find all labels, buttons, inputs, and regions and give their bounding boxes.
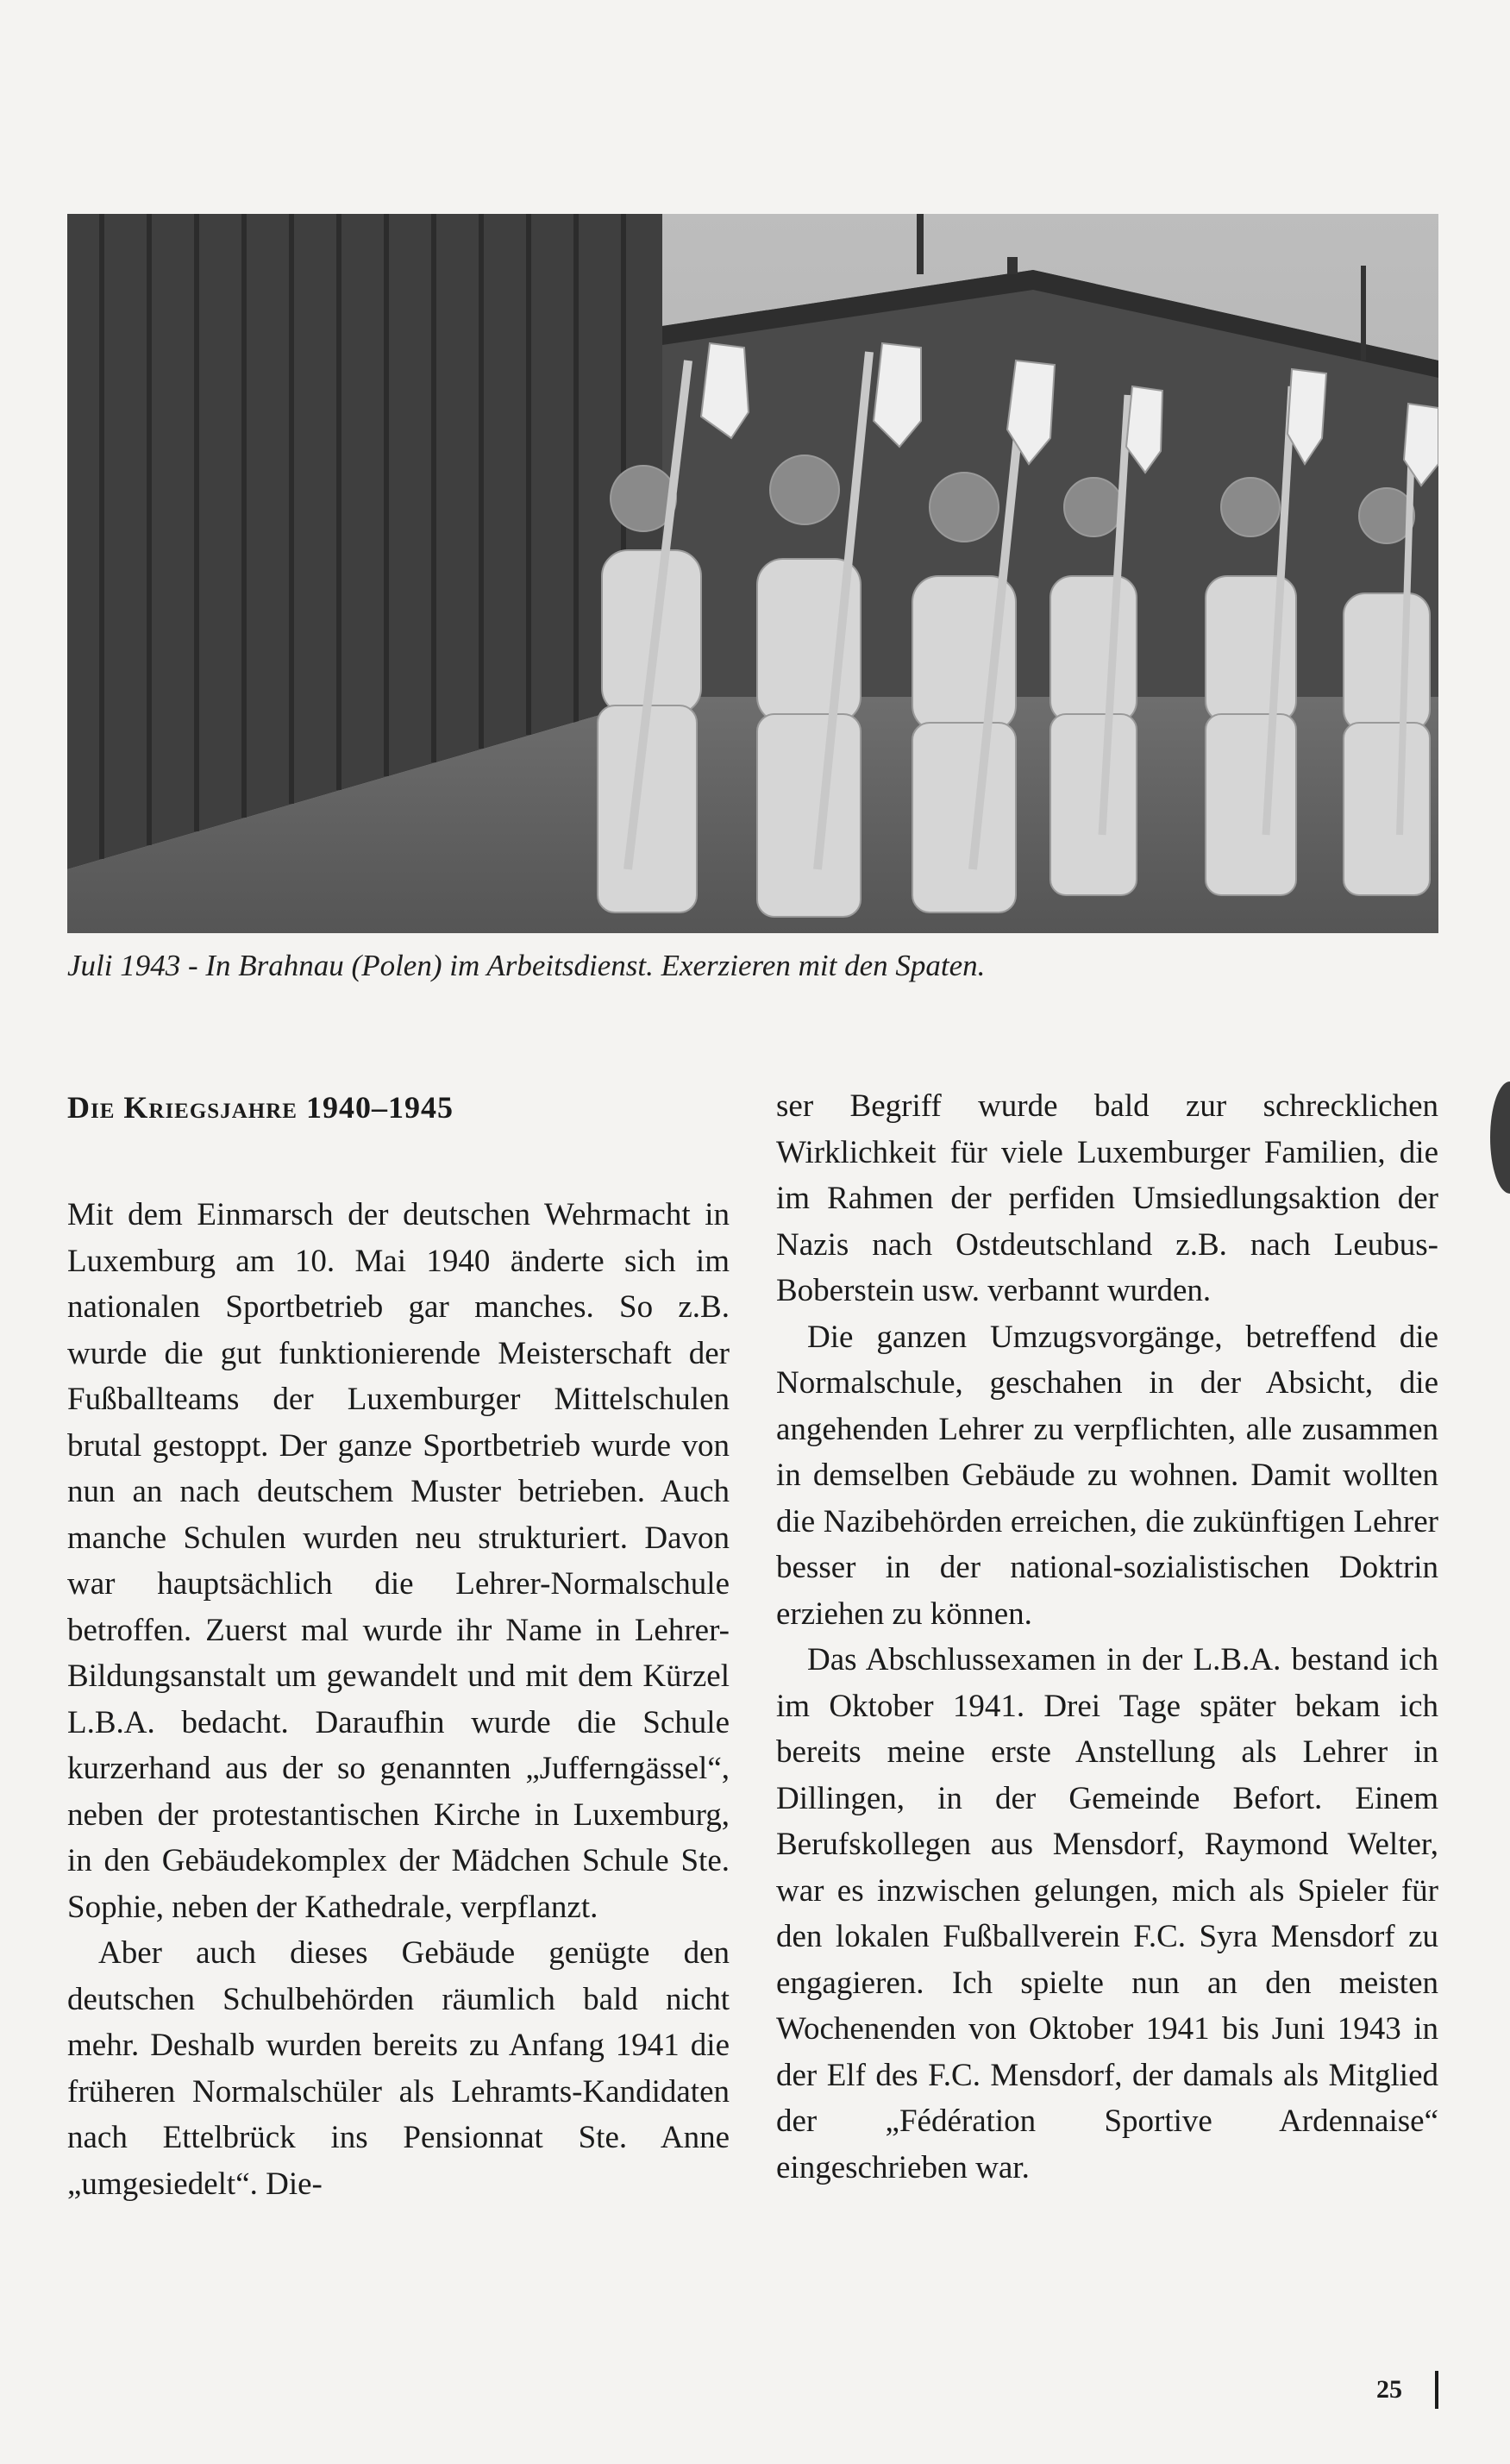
historical-photo — [67, 214, 1438, 933]
right-column — [776, 1083, 1438, 2191]
paragraph-continued: ser Begriff wurde bald zur schrecklichen Wirklichkeit für viele Luxemburger Familien, die im Rahmen der perfiden Umsiedlungsaktion der Nazis nach Ostdeutschland z.B. nach Leubus-Boberstein usw. verbannt wurden. — [776, 1088, 1438, 1308]
page-edge-mark — [1490, 1082, 1510, 1194]
page-number-rule — [1435, 2371, 1438, 2409]
paragraph: Aber auch dieses Gebäude genügte den deutschen Schulbehörden räumlich bald nicht mehr. Deshalb wurden bereits zu Anfang 1941 die früheren Normalschüler als Lehramts-Kandidaten nach Ettelbrück ins Pensionnat Ste. Anne „umgesiedelt“. Die- — [67, 1935, 730, 2202]
photo-caption: Juli 1943 - In Brahnau (Polen) im Arbeitsdienst. Exerzieren mit den Spaten. — [67, 949, 986, 982]
section-heading: Die Kriegsjahre 1940–1945 — [67, 1090, 454, 1125]
left-column — [67, 1083, 730, 2207]
paragraph: Das Abschlussexamen in der L.B.A. bestand ich im Oktober 1941. Drei Tage später bekam ich bereits meine erste Anstellung als Lehrer in Dillingen, in der Gemeinde Befort. Einem Berufskollegen aus Mensdorf, Raymond Welter, war es inzwischen gelungen, mich als Spieler für den lokalen Fußballverein F.C. Syra Mensdorf zu engagieren. Ich spielte nun an den meisten Wochenenden von Oktober 1941 bis Juni 1943 in der Elf des F.C. Mensdorf, der damals als Mitglied der „Fédération Sportive Ardennaise“ eingeschrieben war. — [776, 1642, 1438, 2185]
page-number: 25 — [1376, 2375, 1402, 2404]
photo-scene — [67, 214, 1438, 933]
paragraph: Die ganzen Umzugsvorgänge, betreffend die Normalschule, geschahen in der Absicht, die angehenden Lehrer zu verpflichten, alle zusammen in demselben Gebäude zu wohnen. Damit wollten die Nazibehörden erreichen, die zukünftigen Lehrer besser in der national-sozialistischen Doktrin erziehen zu können. — [776, 1319, 1438, 1632]
paragraph: Mit dem Einmarsch der deutschen Wehrmacht in Luxemburg am 10. Mai 1940 änderte sich im nationalen Sportbetrieb gar manches. So z.B. wurde die gut funktionierende Meisterschaft der Fußballteams der Luxemburger Mittelschulen brutal gestoppt. Der ganze Sportbetrieb wurde von nun an nach deutschem Muster betrieben. Auch manche Schulen wurden neu strukturiert. Davon war hauptsächlich die Lehrer-Normalschule betroffen. Zuerst mal wurde ihr Name in Lehrer-Bildungsanstalt um gewandelt und mit dem Kürzel L.B.A. bedacht. Daraufhin wurde die Schule kurzerhand aus der so genannten „Jufferngässel“, neben der protestantischen Kirche in Luxemburg, in den Gebäudekomplex der Mädchen Schule Ste. Sophie, neben der Kathedrale, verpflanzt. — [67, 1197, 730, 1925]
